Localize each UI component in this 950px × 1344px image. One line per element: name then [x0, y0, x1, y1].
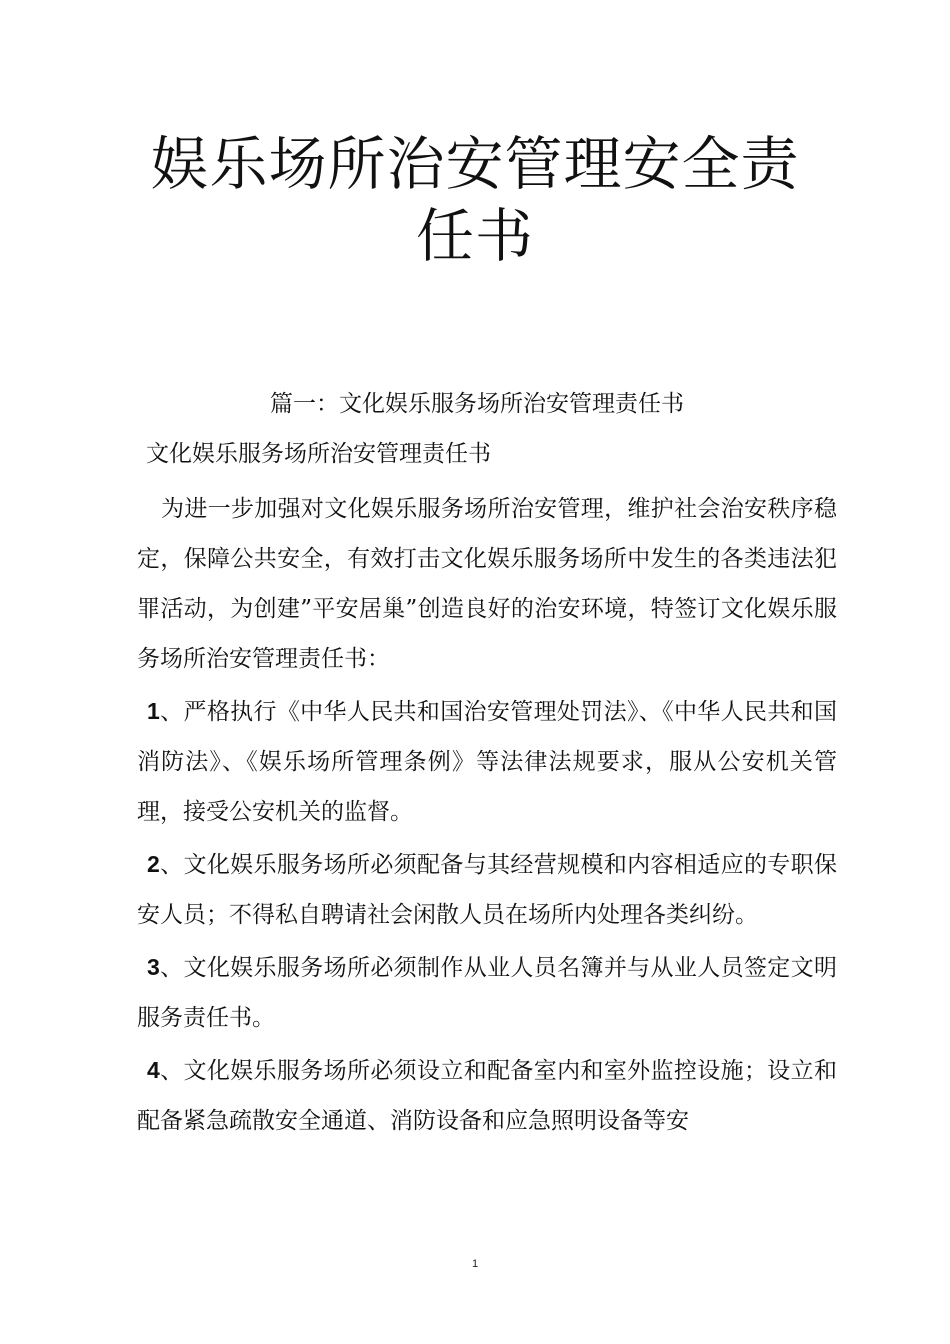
section-heading: 篇一：文化娱乐服务场所治安管理责任书	[270, 391, 684, 417]
body-text	[137, 484, 837, 1148]
item-number: 3	[147, 954, 160, 980]
sub-heading: 文化娱乐服务场所治安管理责任书	[146, 441, 491, 467]
list-item-2	[137, 839, 837, 940]
item-text: 、文化娱乐服务场所必须设立和配备室内和室外监控设施；设立和配备紧急疏散安全通道、消防设备和应急照明设备等安	[137, 1058, 837, 1134]
item-number: 4	[147, 1057, 160, 1083]
item-text: 、文化娱乐服务场所必须配备与其经营规模和内容相适应的专职保安人员；不得私自聘请社会闲散人员在场所内处理各类纠纷。	[137, 852, 837, 928]
title-line-2: 任书	[415, 202, 534, 270]
list-item-3	[137, 942, 837, 1043]
page-number: 1	[471, 1258, 479, 1270]
item-text: 、文化娱乐服务场所必须制作从业人员名簿并与从业人员签定文明服务责任书。	[137, 955, 837, 1031]
item-number: 2	[147, 851, 160, 877]
item-text: 、严格执行《中华人民共和国治安管理处罚法》、《中华人民共和国消防法》、《娱乐场所管理条例》等法律法规要求，服从公安机关管理，接受公安机关的监督。	[137, 699, 837, 825]
document-title	[0, 128, 950, 272]
intro-paragraph: 为进一步加强对文化娱乐服务场所治安管理，维护社会治安秩序稳定，保障公共安全，有效打击文化娱乐服务场所中发生的各类违法犯罪活动，为创建”平安居巢”创造良好的治安环境，特签订文化娱乐服务场所治安管理责任书：	[137, 496, 837, 672]
item-number: 1	[147, 698, 160, 724]
list-item-4	[137, 1045, 837, 1146]
title-line-1: 娱乐场所治安管理安全责	[150, 130, 800, 198]
list-item-1	[137, 686, 837, 837]
